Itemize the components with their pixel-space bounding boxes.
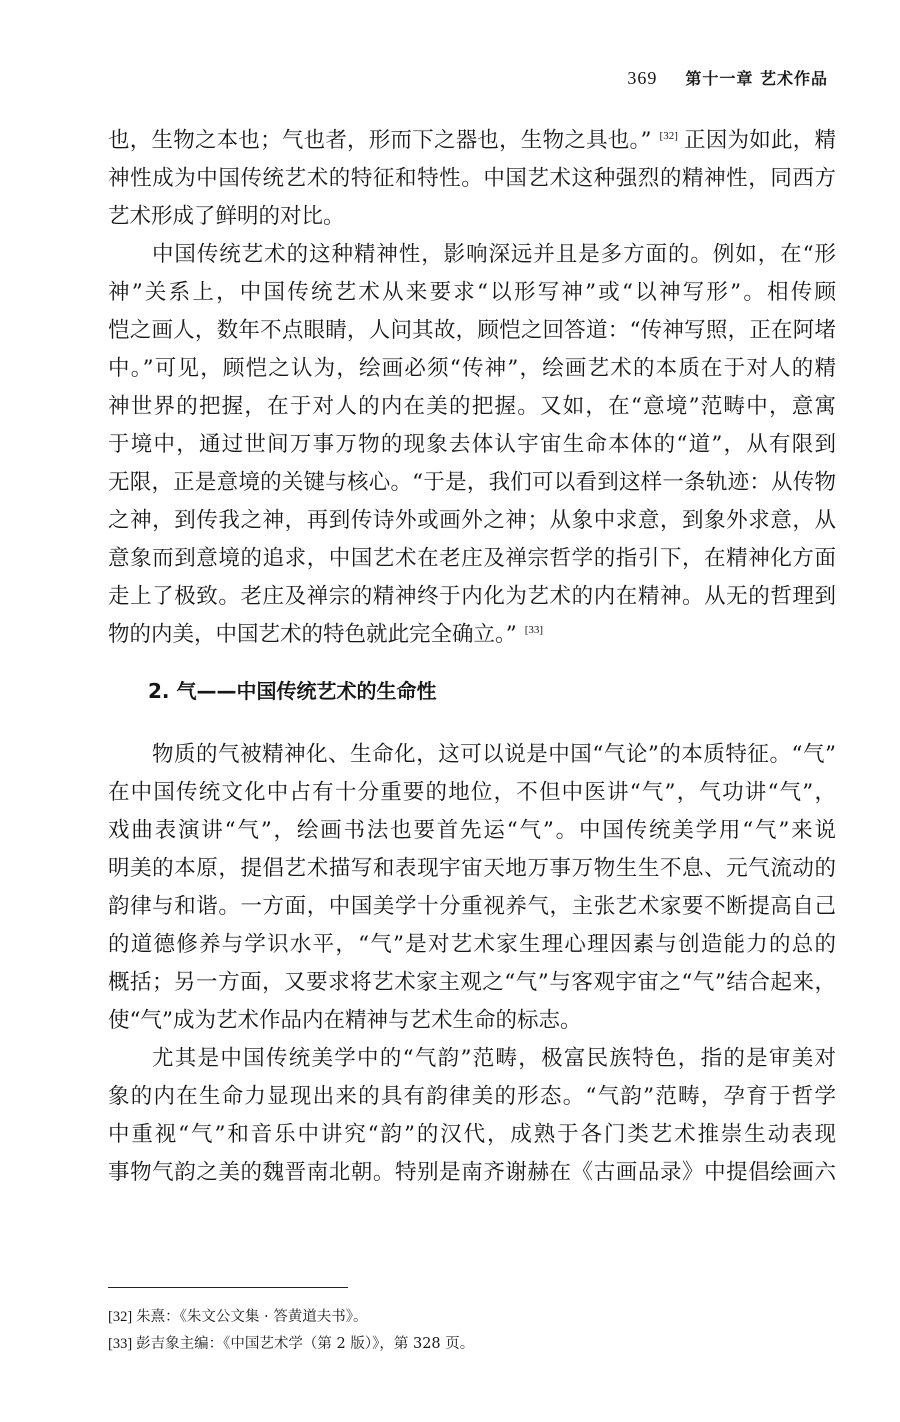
line-text: 象的内在生命力显现出来的具有韵律美的形态。“气韵”范畴，孕育于哲学 bbox=[108, 1084, 836, 1109]
line-text: 尤其是中国传统美学中的“气韵”范畴，极富民族特色，指的是审美对 bbox=[152, 1046, 836, 1071]
text-line bbox=[108, 236, 836, 274]
line-text: 在中国传统文化中占有十分重要的地位，不但中医讲“气”，气功讲“气”， bbox=[108, 780, 836, 805]
line-text: 概括；另一方面，又要求将艺术家主观之“气”与客观宇宙之“气”结合起来， bbox=[108, 970, 836, 995]
text-line bbox=[108, 736, 836, 774]
footnote-number: [32] bbox=[108, 1309, 133, 1325]
text-line bbox=[108, 312, 836, 350]
line-text: 走上了极致。老庄及禅宗的精神终于内化为艺术的内在精神。从无的哲理到 bbox=[108, 584, 836, 609]
footnote bbox=[108, 1331, 808, 1358]
line-text: 中重视“气”和音乐中讲究“韵”的汉代，成熟于各门类艺术推崇生动表现 bbox=[108, 1122, 836, 1147]
text-line bbox=[108, 426, 836, 464]
footnote-text: 朱熹：《朱文公文集 · 答黄道夫书》。 bbox=[136, 1309, 368, 1325]
text-line bbox=[108, 274, 836, 312]
text-line bbox=[108, 1040, 836, 1078]
text-line bbox=[108, 198, 836, 236]
line-text: 恺之画人，数年不点眼睛，人问其故，顾恺之回答道：“传神写照，正在阿堵 bbox=[108, 318, 836, 343]
line-text: 神世界的把握，在于对人的内在美的把握。又如，在“意境”范畴中，意寓 bbox=[108, 394, 836, 419]
line-text: 韵律与和谐。一方面，中国美学十分重视养气，主张艺术家要不断提高自己 bbox=[108, 894, 836, 919]
line-text: 中国传统艺术的这种精神性，影响深远并且是多方面的。例如，在“形 bbox=[152, 242, 836, 267]
line-text: 意象而到意境的追求，中国艺术在老庄及禅宗哲学的指引下，在精神化方面 bbox=[108, 546, 836, 571]
text-line bbox=[108, 850, 836, 888]
footnote-text: 彭吉象主编：《中国艺术学（第 2 版）》，第 328 页。 bbox=[136, 1336, 475, 1352]
text-line bbox=[108, 964, 836, 1002]
text-line bbox=[108, 616, 836, 654]
text-line bbox=[108, 502, 836, 540]
chapter-title: 第十一章 艺术作品 bbox=[685, 69, 828, 88]
line-text: 无限，正是意境的关键与核心。“于是，我们可以看到这样一条轨迹：从传物 bbox=[108, 470, 836, 495]
line-text: 神性成为中国传统艺术的特征和特性。中国艺术这种强烈的精神性，同西方 bbox=[108, 166, 836, 191]
text-line bbox=[108, 122, 836, 160]
running-header bbox=[627, 66, 828, 89]
line-text: 明美的本原，提倡艺术描写和表现宇宙天地万事万物生生不息、元气流动的 bbox=[108, 856, 836, 881]
footnotes bbox=[108, 1304, 808, 1358]
text-line bbox=[108, 388, 836, 426]
text-line bbox=[108, 578, 836, 616]
text-line bbox=[108, 540, 836, 578]
footnote bbox=[108, 1304, 808, 1331]
paragraph bbox=[108, 1040, 836, 1192]
paragraph bbox=[108, 122, 836, 236]
body-text bbox=[108, 122, 836, 1192]
line-text-after-note: 正因为如此，精 bbox=[683, 128, 836, 153]
page-number: 369 bbox=[627, 68, 658, 88]
text-line bbox=[108, 1116, 836, 1154]
text-line bbox=[108, 774, 836, 812]
line-text: 艺术形成了鲜明的对比。 bbox=[108, 204, 345, 229]
line-text: 戏曲表演讲“气”，绘画书法也要首先运“气”。中国传统美学用“气”来说 bbox=[108, 818, 836, 843]
line-text: 之神，到传我之神，再到传诗外或画外之神；从象中求意，到象外求意，从 bbox=[108, 508, 836, 533]
text-line bbox=[108, 464, 836, 502]
paragraph bbox=[108, 236, 836, 654]
text-line bbox=[108, 1002, 836, 1040]
text-line bbox=[108, 926, 836, 964]
line-text: 神”关系上，中国传统艺术从来要求“以形写神”或“以神写形”。相传顾 bbox=[108, 280, 836, 305]
line-text: 物质的气被精神化、生命化，这可以说是中国“气论”的本质特征。“气” bbox=[152, 742, 836, 767]
footnote-number: [33] bbox=[108, 1336, 133, 1352]
line-text: 的道德修养与学识水平，“气”是对艺术家生理心理因素与创造能力的总的 bbox=[108, 932, 836, 957]
text-line bbox=[108, 350, 836, 388]
line-text: 物的内美，中国艺术的特色就此完全确立。” bbox=[108, 622, 517, 647]
text-line bbox=[108, 888, 836, 926]
line-text: 也，生物之本也；气也者，形而下之器也，生物之具也。” bbox=[108, 128, 652, 153]
footnote-ref[interactable]: [33] bbox=[524, 623, 544, 636]
line-text: 事物气韵之美的魏晋南北朝。特别是南齐谢赫在《古画品录》中提倡绘画六 bbox=[108, 1160, 836, 1185]
line-text: 于境中，通过世间万事万物的现象去体认宇宙生命本体的“道”，从有限到 bbox=[108, 432, 836, 457]
text-block-2 bbox=[108, 736, 836, 1192]
text-block-1 bbox=[108, 122, 836, 654]
footnote-rule bbox=[108, 1287, 348, 1288]
text-line bbox=[108, 1078, 836, 1116]
paragraph bbox=[108, 736, 836, 1040]
text-line bbox=[108, 812, 836, 850]
footnote-ref[interactable]: [32] bbox=[659, 129, 678, 142]
line-text: 使“气”成为艺术作品内在精神与艺术生命的标志。 bbox=[108, 1008, 582, 1033]
text-line bbox=[108, 160, 836, 198]
section-heading: 2. 气——中国传统艺术的生命性 bbox=[148, 679, 437, 703]
text-line bbox=[108, 1154, 836, 1192]
line-text: 中。”可见，顾恺之认为，绘画必须“传神”，绘画艺术的本质在于对人的精 bbox=[108, 356, 836, 381]
